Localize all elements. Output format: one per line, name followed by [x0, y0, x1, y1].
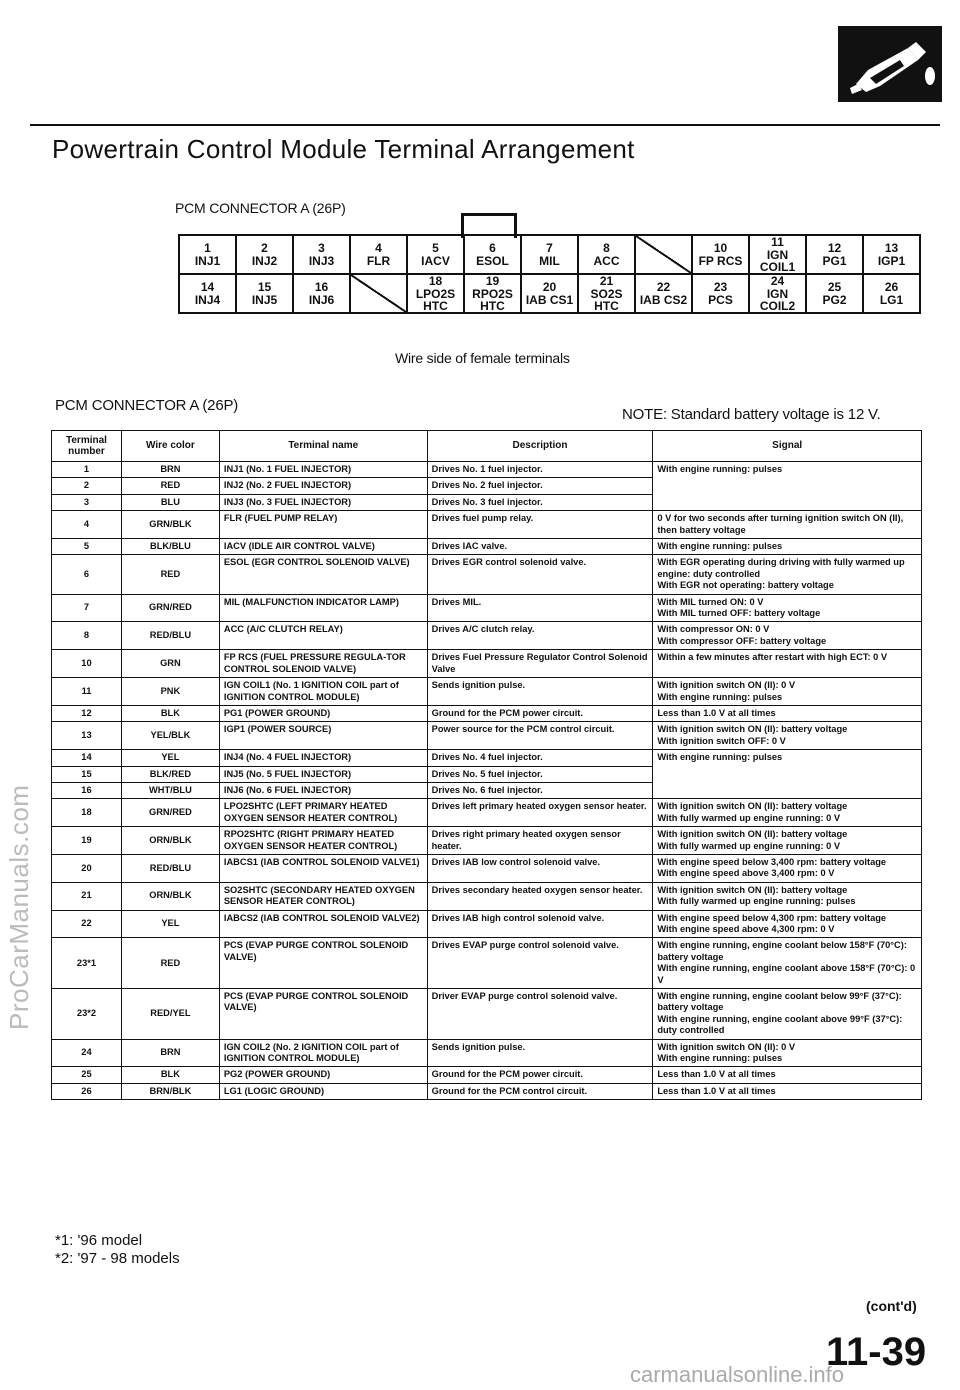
voltage-note: NOTE: Standard battery voltage is 12 V.: [622, 406, 881, 423]
wire-color-cell: BRN: [121, 1039, 219, 1067]
table-row: [52, 650, 922, 678]
connector-diagram: [178, 234, 921, 314]
description-cell: Power source for the PCM control circuit.: [427, 722, 653, 750]
description-cell: Sends ignition pulse.: [427, 678, 653, 706]
wire-color-cell: YEL/BLK: [121, 722, 219, 750]
table-row: [52, 539, 922, 555]
terminal-name-cell: PG2 (POWER GROUND): [219, 1067, 427, 1083]
terminal-name-cell: IGN COIL2 (No. 2 IGNITION COIL part of IGNITION CONTROL MODULE): [219, 1039, 427, 1067]
terminal-number: 24: [770, 274, 785, 288]
terminal-signal: IAB CS2: [639, 293, 688, 307]
terminal-number-cell: 11: [52, 678, 122, 706]
table-row: [52, 622, 922, 650]
description-cell: Ground for the PCM power circuit.: [427, 1067, 653, 1083]
connector-terminal: [293, 274, 350, 313]
terminal-number: 6: [489, 241, 496, 255]
terminal-number: 12: [827, 241, 842, 255]
table-row: [52, 989, 922, 1040]
terminal-number-cell: 10: [52, 650, 122, 678]
table-row: [52, 750, 922, 766]
footnote-2: *2: '97 - 98 models: [55, 1250, 180, 1267]
terminal-number: 15: [257, 280, 272, 294]
continued-label: (cont'd): [866, 1298, 917, 1314]
terminal-number: 5: [432, 241, 439, 255]
terminal-number: 25: [827, 280, 842, 294]
description-cell: Drives Fuel Pressure Regulator Control Solenoid Valve: [427, 650, 653, 678]
terminal-name-cell: INJ3 (No. 3 FUEL INJECTOR): [219, 494, 427, 510]
terminal-signal: ESOL: [476, 254, 509, 268]
terminal-signal: FP RCS: [698, 254, 743, 268]
connector-terminal: [863, 274, 920, 313]
wire-color-cell: GRN: [121, 650, 219, 678]
terminal-signal: PG2: [822, 293, 847, 307]
terminal-number: 26: [884, 280, 899, 294]
description-cell: Drives secondary heated oxygen sensor heater.: [427, 882, 653, 910]
signal-cell: With engine running, engine coolant below 99°F (37°C): battery voltage With engine running, engine coolant above 99°F (37°C): duty controlled: [653, 989, 922, 1040]
terminal-name-cell: RPO2SHTC (RIGHT PRIMARY HEATED OXYGEN SENSOR HEATER CONTROL): [219, 827, 427, 855]
table-row: [52, 705, 922, 721]
terminal-number-cell: 18: [52, 799, 122, 827]
wire-color-cell: YEL: [121, 750, 219, 766]
terminal-number: 14: [200, 280, 215, 294]
wire-color-cell: BRN: [121, 462, 219, 478]
terminal-number: 19: [485, 274, 500, 288]
signal-cell: Less than 1.0 V at all times: [653, 1083, 922, 1099]
connector-terminal: [578, 274, 635, 313]
description-cell: Drives No. 1 fuel injector.: [427, 462, 653, 478]
terminal-number-cell: 20: [52, 854, 122, 882]
terminal-number: 18: [428, 274, 443, 288]
table-row: [52, 882, 922, 910]
header-terminal-name: Terminal name: [219, 431, 427, 462]
terminal-name-cell: PG1 (POWER GROUND): [219, 705, 427, 721]
wire-color-cell: RED/BLU: [121, 854, 219, 882]
table-row: [52, 910, 922, 938]
terminal-number-cell: 6: [52, 555, 122, 594]
terminal-name-cell: ESOL (EGR CONTROL SOLENOID VALVE): [219, 555, 427, 594]
terminal-signal: ACC: [593, 254, 620, 268]
signal-cell: With ignition switch ON (II): 0 V With engine running: pulses: [653, 678, 922, 706]
connector-terminal: [350, 235, 407, 274]
wire-color-cell: BRN/BLK: [121, 1083, 219, 1099]
header-description: Description: [427, 431, 653, 462]
terminal-signal: IGN COIL1: [759, 248, 796, 274]
wire-color-cell: GRN/BLK: [121, 511, 219, 539]
signal-cell: With ignition switch ON (II): battery voltage With fully warmed up engine running: 0 V: [653, 827, 922, 855]
connector-terminal: [521, 235, 578, 274]
description-cell: Drives fuel pump relay.: [427, 511, 653, 539]
terminal-number: 22: [656, 280, 671, 294]
terminal-signal: INJ6: [308, 293, 335, 307]
terminal-number-cell: 8: [52, 622, 122, 650]
terminal-number-cell: 21: [52, 882, 122, 910]
connector-terminal: [692, 274, 749, 313]
connector-terminal: [749, 235, 806, 274]
page-number: 11-39: [826, 1330, 927, 1374]
wire-color-cell: BLK: [121, 1067, 219, 1083]
terminal-name-cell: LG1 (LOGIC GROUND): [219, 1083, 427, 1099]
terminal-number: 3: [318, 241, 325, 255]
header-signal: Signal: [653, 431, 922, 462]
wire-color-cell: WHT/BLU: [121, 782, 219, 798]
table-row: [52, 938, 922, 989]
wire-color-cell: PNK: [121, 678, 219, 706]
header-terminal-number: Terminal number: [52, 431, 122, 462]
connector-empty-cavity: [350, 274, 407, 313]
terminal-number-cell: 13: [52, 722, 122, 750]
terminal-name-cell: INJ6 (No. 6 FUEL INJECTOR): [219, 782, 427, 798]
signal-cell: With engine speed below 3,400 rpm: battery voltage With engine speed above 3,400 rpm: 0 V: [653, 854, 922, 882]
wire-color-cell: RED/BLU: [121, 622, 219, 650]
description-cell: Drives No. 2 fuel injector.: [427, 478, 653, 494]
wire-color-cell: BLU: [121, 494, 219, 510]
terminal-number: 13: [884, 241, 899, 255]
connector-terminal: [236, 274, 293, 313]
description-cell: Ground for the PCM control circuit.: [427, 1083, 653, 1099]
table-row: [52, 511, 922, 539]
connector-terminal: [863, 235, 920, 274]
table-row: [52, 854, 922, 882]
wire-color-cell: RED/YEL: [121, 989, 219, 1040]
signal-cell: With engine running, engine coolant below 158°F (70°C): battery voltage With engine running, engine coolant above 158°F (70°C): 0 V: [653, 938, 922, 989]
terminal-number-cell: 24: [52, 1039, 122, 1067]
connector-terminal: [635, 274, 692, 313]
table-row: [52, 1083, 922, 1099]
table-row: [52, 722, 922, 750]
connector-terminal: [806, 274, 863, 313]
terminal-name-cell: IGP1 (POWER SOURCE): [219, 722, 427, 750]
wire-color-cell: ORN/BLK: [121, 827, 219, 855]
connector-terminal: [578, 235, 635, 274]
terminal-number-cell: 12: [52, 705, 122, 721]
terminal-signal: INJ1: [194, 254, 221, 268]
description-cell: Drives No. 6 fuel injector.: [427, 782, 653, 798]
connector-terminal: [236, 235, 293, 274]
connector-terminal: [293, 235, 350, 274]
connector-terminal: [806, 235, 863, 274]
terminal-signal: IGP1: [877, 254, 906, 268]
terminal-number-cell: 2: [52, 478, 122, 494]
terminal-name-cell: INJ2 (No. 2 FUEL INJECTOR): [219, 478, 427, 494]
wire-color-cell: BLK: [121, 705, 219, 721]
terminal-number: 2: [261, 241, 268, 255]
description-cell: Driver EVAP purge control solenoid valve.: [427, 989, 653, 1040]
terminal-number: 23: [713, 280, 728, 294]
terminal-number-cell: 1: [52, 462, 122, 478]
terminal-number: 8: [603, 241, 610, 255]
terminal-name-cell: FP RCS (FUEL PRESSURE REGULA-TOR CONTROL SOLENOID VALVE): [219, 650, 427, 678]
terminal-name-cell: PCS (EVAP PURGE CONTROL SOLENOID VALVE): [219, 938, 427, 989]
terminal-number: 1: [204, 241, 211, 255]
footer-watermark: carmanualsonline.info: [630, 1362, 845, 1387]
terminal-number: 21: [599, 274, 614, 288]
wire-color-cell: YEL: [121, 910, 219, 938]
terminal-name-cell: FLR (FUEL PUMP RELAY): [219, 511, 427, 539]
terminal-number-cell: 14: [52, 750, 122, 766]
terminal-name-cell: PCS (EVAP PURGE CONTROL SOLENOID VALVE): [219, 989, 427, 1040]
terminal-name-cell: IABCS1 (IAB CONTROL SOLENOID VALVE1): [219, 854, 427, 882]
wire-color-cell: RED: [121, 555, 219, 594]
terminal-number-cell: 19: [52, 827, 122, 855]
description-cell: Sends ignition pulse.: [427, 1039, 653, 1067]
terminal-name-cell: MIL (MALFUNCTION INDICATOR LAMP): [219, 594, 427, 622]
terminal-name-cell: INJ1 (No. 1 FUEL INJECTOR): [219, 462, 427, 478]
signal-cell: 0 V for two seconds after turning ignition switch ON (II), then battery voltage: [653, 511, 922, 539]
connector-terminal: [407, 235, 464, 274]
signal-cell: With ignition switch ON (II): battery voltage With fully warmed up engine running: 0 V: [653, 799, 922, 827]
connector-terminal: [179, 235, 236, 274]
connector-empty-cavity: [635, 235, 692, 274]
terminal-number: 16: [314, 280, 329, 294]
connector-terminal: [179, 274, 236, 313]
terminal-number-cell: 4: [52, 511, 122, 539]
header-rule: [30, 124, 940, 126]
connector-terminal: [407, 274, 464, 313]
fuel-injector-icon: [838, 26, 942, 102]
table-row: [52, 799, 922, 827]
description-cell: Drives EVAP purge control solenoid valve.: [427, 938, 653, 989]
signal-cell: Within a few minutes after restart with high ECT: 0 V: [653, 650, 922, 678]
terminal-number: 11: [771, 235, 784, 249]
terminal-number: 7: [546, 241, 553, 255]
terminal-signal: IGN COIL2: [759, 287, 796, 313]
table-row: [52, 678, 922, 706]
table-row: [52, 462, 922, 478]
footnote-1: *1: '96 model: [55, 1232, 143, 1249]
connector-terminal: [749, 274, 806, 313]
signal-cell: With compressor ON: 0 V With compressor OFF: battery voltage: [653, 622, 922, 650]
terminal-number-cell: 5: [52, 539, 122, 555]
description-cell: Drives right primary heated oxygen sensor heater.: [427, 827, 653, 855]
terminal-number: 4: [375, 241, 382, 255]
table-header-row: [52, 431, 922, 462]
description-cell: Drives left primary heated oxygen sensor heater.: [427, 799, 653, 827]
terminal-name-cell: IABCS2 (IAB CONTROL SOLENOID VALVE2): [219, 910, 427, 938]
signal-cell: Less than 1.0 V at all times: [653, 1067, 922, 1083]
terminal-signal: LPO2S HTC: [415, 287, 456, 313]
signal-cell: With ignition switch ON (II): 0 V With engine running: pulses: [653, 1039, 922, 1067]
connector-terminal: [464, 235, 521, 274]
terminal-number-cell: 16: [52, 782, 122, 798]
wire-color-cell: RED: [121, 938, 219, 989]
terminal-signal: SO2S HTC: [590, 287, 623, 313]
description-cell: Drives A/C clutch relay.: [427, 622, 653, 650]
terminal-signal: RPO2S HTC: [472, 287, 513, 313]
description-cell: Drives No. 4 fuel injector.: [427, 750, 653, 766]
description-cell: Ground for the PCM power circuit.: [427, 705, 653, 721]
signal-cell: Less than 1.0 V at all times: [653, 705, 922, 721]
description-cell: Drives No. 5 fuel injector.: [427, 766, 653, 782]
terminal-name-cell: IGN COIL1 (No. 1 IGNITION COIL part of IGNITION CONTROL MODULE): [219, 678, 427, 706]
terminal-number-cell: 15: [52, 766, 122, 782]
terminal-signal: IAB CS1: [525, 293, 574, 307]
signal-cell: With ignition switch ON (II): battery voltage With fully warmed up engine running: pulses: [653, 882, 922, 910]
terminal-signal: INJ2: [251, 254, 278, 268]
header-wire-color: Wire color: [121, 431, 219, 462]
terminal-number: 10: [713, 241, 728, 255]
wire-color-cell: GRN/RED: [121, 594, 219, 622]
description-cell: Drives MIL.: [427, 594, 653, 622]
terminal-number-cell: 7: [52, 594, 122, 622]
description-cell: Drives No. 3 fuel injector.: [427, 494, 653, 510]
terminal-number-cell: 26: [52, 1083, 122, 1099]
wire-color-cell: BLK/RED: [121, 766, 219, 782]
table-row: [52, 594, 922, 622]
terminal-table: [51, 430, 922, 1100]
connector-caption: Wire side of female terminals: [395, 350, 570, 366]
signal-cell: With ignition switch ON (II): battery voltage With ignition switch OFF: 0 V: [653, 722, 922, 750]
terminal-signal: FLR: [366, 254, 391, 268]
terminal-signal: IACV: [421, 254, 450, 268]
terminal-signal: INJ3: [308, 254, 335, 268]
signal-cell: With engine running: pulses: [653, 462, 922, 511]
description-cell: Drives IAB high control solenoid valve.: [427, 910, 653, 938]
description-cell: Drives IAC valve.: [427, 539, 653, 555]
terminal-number-cell: 25: [52, 1067, 122, 1083]
terminal-signal: INJ4: [194, 293, 221, 307]
terminal-signal: LG1: [879, 293, 904, 307]
connector-terminal: [464, 274, 521, 313]
connector-terminal: [521, 274, 578, 313]
terminal-number-cell: 22: [52, 910, 122, 938]
signal-cell: With engine speed below 4,300 rpm: battery voltage With engine speed above 4,300 rpm: 0 V: [653, 910, 922, 938]
terminal-signal: PCS: [708, 293, 733, 307]
terminal-number-cell: 23*1: [52, 938, 122, 989]
terminal-signal: INJ5: [251, 293, 278, 307]
terminal-signal: PG1: [822, 254, 847, 268]
terminal-signal: MIL: [539, 254, 560, 268]
table-row: [52, 1067, 922, 1083]
terminal-name-cell: INJ4 (No. 4 FUEL INJECTOR): [219, 750, 427, 766]
connector-grid: [178, 234, 921, 314]
terminal-name-cell: ACC (A/C CLUTCH RELAY): [219, 622, 427, 650]
table-row: [52, 827, 922, 855]
terminal-name-cell: IACV (IDLE AIR CONTROL VALVE): [219, 539, 427, 555]
terminal-number: 20: [542, 280, 557, 294]
terminal-name-cell: SO2SHTC (SECONDARY HEATED OXYGEN SENSOR HEATER CONTROL): [219, 882, 427, 910]
terminal-name-cell: INJ5 (No. 5 FUEL INJECTOR): [219, 766, 427, 782]
signal-cell: With MIL turned ON: 0 V With MIL turned OFF: battery voltage: [653, 594, 922, 622]
connector-terminal: [692, 235, 749, 274]
terminal-number-cell: 3: [52, 494, 122, 510]
side-watermark: ProCarManuals.com: [4, 784, 34, 1030]
connector-label: PCM CONNECTOR A (26P): [175, 200, 346, 216]
signal-cell: With engine running: pulses: [653, 539, 922, 555]
wire-color-cell: RED: [121, 478, 219, 494]
wire-color-cell: GRN/RED: [121, 799, 219, 827]
signal-cell: With engine running: pulses: [653, 750, 922, 799]
table-label: PCM CONNECTOR A (26P): [55, 397, 239, 414]
wire-color-cell: ORN/BLK: [121, 882, 219, 910]
terminal-name-cell: LPO2SHTC (LEFT PRIMARY HEATED OXYGEN SENSOR HEATER CONTROL): [219, 799, 427, 827]
description-cell: Drives EGR control solenoid valve.: [427, 555, 653, 594]
terminal-number-cell: 23*2: [52, 989, 122, 1040]
wire-color-cell: BLK/BLU: [121, 539, 219, 555]
table-row: [52, 1039, 922, 1067]
signal-cell: With EGR operating during driving with fully warmed up engine: duty controlled With EGR not operating: battery voltage: [653, 555, 922, 594]
page-title: Powertrain Control Module Terminal Arrangement: [52, 134, 635, 164]
description-cell: Drives IAB low control solenoid valve.: [427, 854, 653, 882]
table-row: [52, 555, 922, 594]
